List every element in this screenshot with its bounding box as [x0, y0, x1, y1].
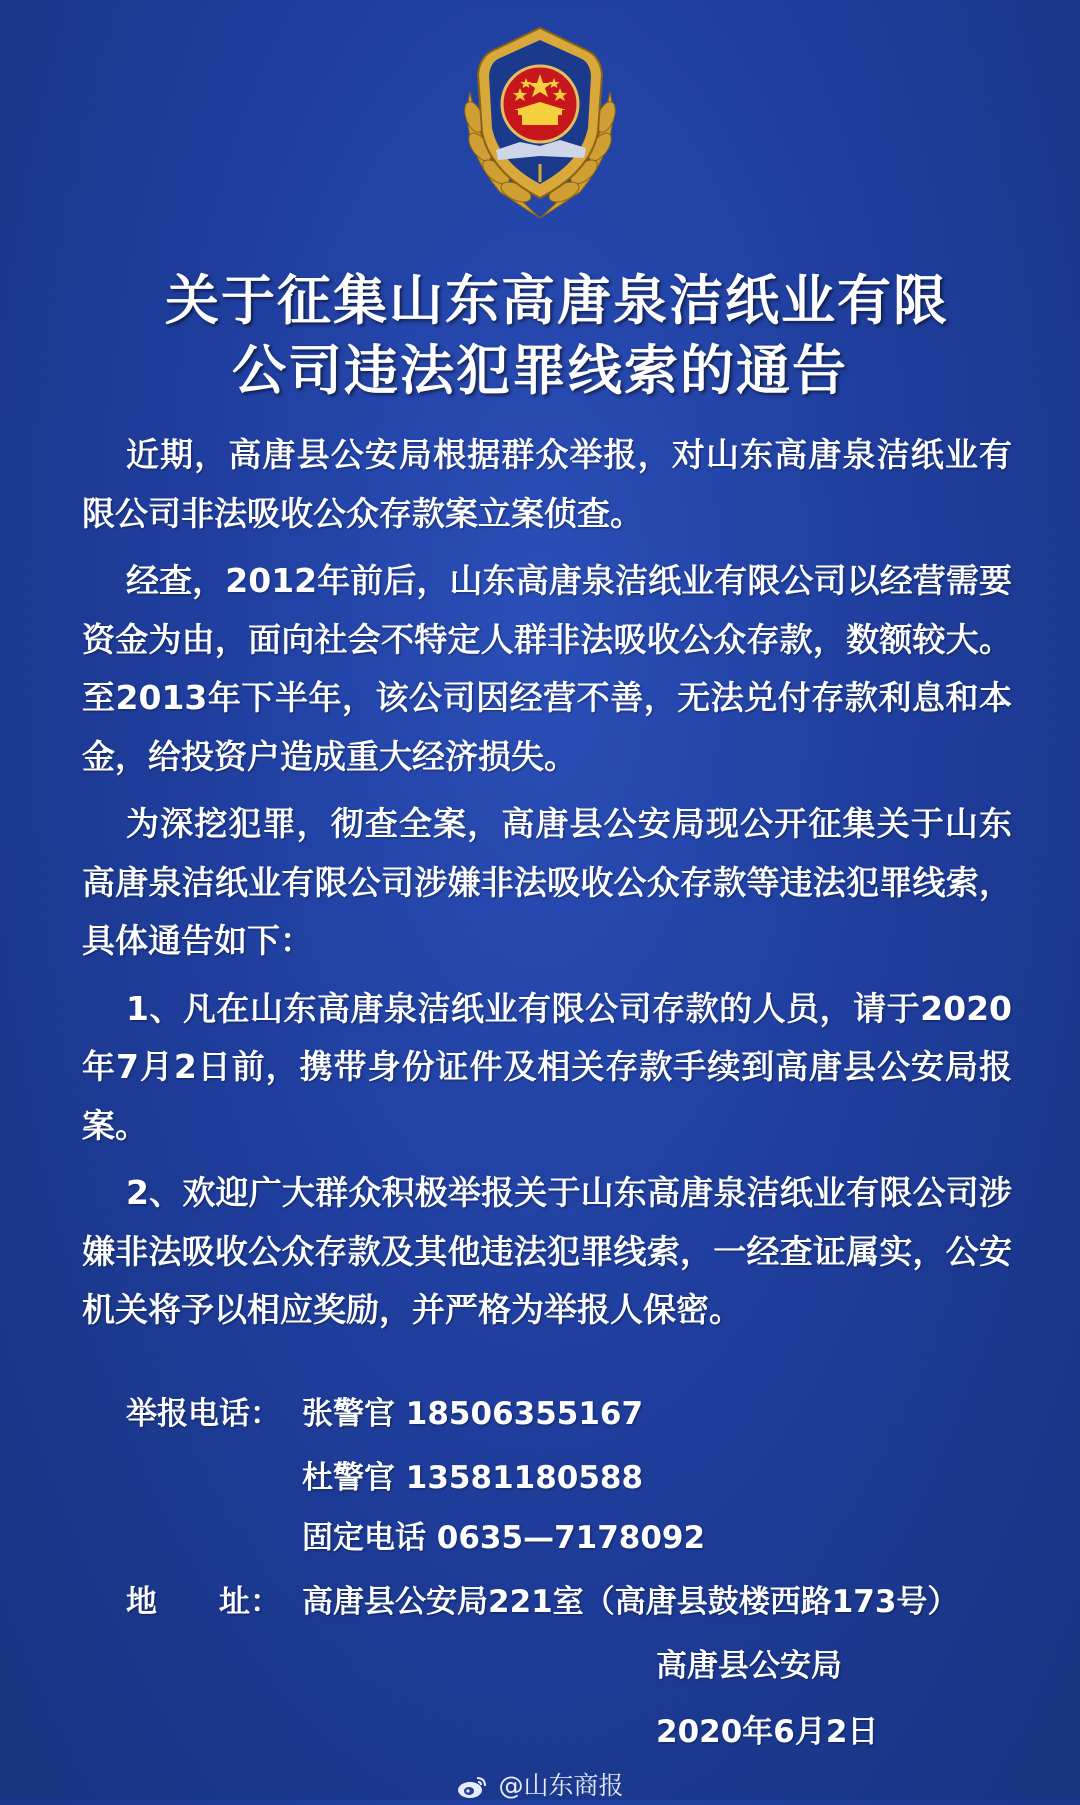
weibo-icon: [457, 1775, 487, 1799]
phone-contact-1: 张警官 18506355167: [302, 1396, 644, 1432]
address-label: 地 址：: [126, 1584, 281, 1620]
police-emblem-icon: [440, 22, 640, 222]
address-value: 高唐县公安局221室（高唐县鼓楼西路173号）: [302, 1584, 959, 1620]
signature-date: 2020年6月2日: [656, 1714, 879, 1750]
phone-label: 举报电话：: [126, 1396, 281, 1432]
signature-org: 高唐县公安局: [656, 1648, 842, 1684]
page-title-line-1: 关于征集山东高唐泉洁纸业有限: [165, 269, 949, 332]
notice-body: [82, 426, 1012, 1349]
paragraph-findings: 经查，2012年前后，山东高唐泉洁纸业有限公司以经营需要资金为由，面向社会不特定人群非法吸收公众存款，数额较大。至2013年下半年，该公司因经营不善，无法兑付存款利息和本金，给投资户造成重大经济损失。: [82, 561, 1012, 776]
paragraph-purpose: 为深挖犯罪，彻查全案，高唐县公安局现公开征集关于山东高唐泉洁纸业有限公司涉嫌非法吸收公众存款等违法犯罪线索，具体通告如下：: [82, 804, 1012, 960]
phone-contact-landline: 固定电话 0635—7178092: [302, 1520, 706, 1556]
watermark: [0, 1766, 1080, 1802]
paragraph-intro: 近期，高唐县公安局根据群众举报，对山东高唐泉洁纸业有限公司非法吸收公众存款案立案侦查。: [82, 435, 1012, 533]
page-title-line-2: 公司违法犯罪线索的通告: [232, 339, 848, 402]
paragraph-item-1: 1、凡在山东高唐泉洁纸业有限公司存款的人员，请于2020年7月2日前，携带身份证件及相关存款手续到高唐县公安局报案。: [82, 988, 1012, 1145]
paragraph-item-2: 2、欢迎广大群众积极举报关于山东高唐泉洁纸业有限公司涉嫌非法吸收公众存款及其他违法犯罪线索，一经查证属实，公安机关将予以相应奖励，并严格为举报人保密。: [82, 1173, 1012, 1329]
watermark-text: @山东商报: [498, 1771, 624, 1800]
phone-contact-2: 杜警官 13581180588: [302, 1460, 644, 1496]
